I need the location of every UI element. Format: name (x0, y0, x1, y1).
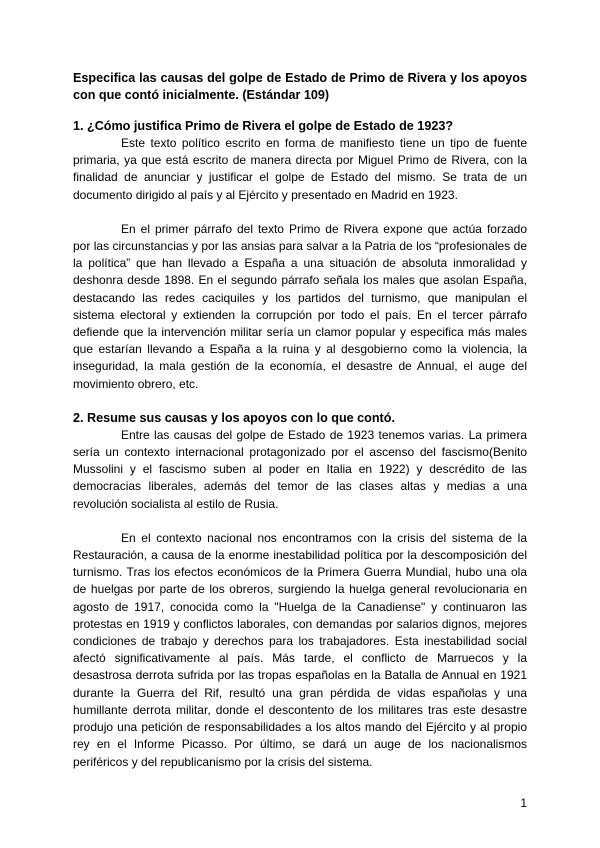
paragraph: Entre las causas del golpe de Estado de 1923 tenemos varias. La primera sería un contexto internacional protagonizado por el ascenso del fascismo(Benito Mussolini y el fascismo suben al poder en Italia en 1922) y descrédito de las democracias liberales, además del temor de las clases altas y medias a una revolución socialista al estilo de Rusia. (73, 427, 527, 511)
paragraph: Este texto político escrito en forma de manifiesto tiene un tipo de fuente primaria, ya que está escrito de manera directa por Miguel Primo de Rivera, con la finalidad de anunciar y justificar el golpe de Estado del mismo. Se trata de un documento dirigido al país y al Ejército y presentado en Madrid en 1923. (73, 136, 527, 202)
document-title: Especifica las causas del golpe de Estado de Primo de Rivera y los apoyos con que contó inicialmente. (Estándar 109) (73, 71, 527, 102)
section-1 (73, 118, 527, 393)
section-2 (73, 410, 527, 771)
section-heading: 1. ¿Cómo justifica Primo de Rivera el golpe de Estado de 1923? (73, 119, 454, 133)
section-heading: 2. Resume sus causas y los apoyos con lo que contó. (73, 410, 395, 425)
page-number: 1 (520, 796, 527, 810)
paragraph: En el primer párrafo del texto Primo de Rivera expone que actúa forzado por las circunstancias y por las ansias para salvar a la Patria de los “profesionales de la política” que han llevado a España a una situación de absoluta inmoralidad y deshonra desde 1898. En el segundo párrafo señala los males que asolan España, destacando las redes caciquiles y los partidos del turnismo, que manipulan el sistema electoral y extienden la corrupción por todo el país. En el tercer párrafo defiende que la intervención militar sería un clamor popular y especifica más males que estarían llevando a España a la ruina y al desgobierno como la violencia, la inseguridad, la mala gestión de la economía, el desastre de Annual, el auge del movimiento obrero, etc. (73, 221, 527, 391)
paragraph: En el contexto nacional nos encontramos con la crisis del sistema de la Restauración, a causa de la enorme inestabilidad política por la descomposición del turnismo. Tras los efectos económicos de la Primera Guerra Mundial, hubo una ola de huelgas por parte de los obreros, surgiendo la huelga general revolucionaria en agosto de 1917, conocida como la "Huelga de la Canadiense" y continuaron las protestas en 1919 y conflictos laborales, con demandas por salarios dignos, mejores condiciones de trabajo y derechos para los trabajadores. Esta inestabilidad social afectó significativamente al país. Más tarde, el conflicto de Marruecos y la desastrosa derrota sufrida por las tropas españolas en la Batalla de Annual en 1921 durante la Guerra del Rif, resultó una gran pérdida de vidas españolas y una humillante derrota militar, donde el descontento de los militares tras este desastre produjo una petición de responsabilidades a los altos mando del Ejército y al propio rey en el Informe Picasso. Por último, se dará un auge de los nacionalismos periféricos y del republicanismo por la crisis del sistema. (73, 530, 527, 769)
